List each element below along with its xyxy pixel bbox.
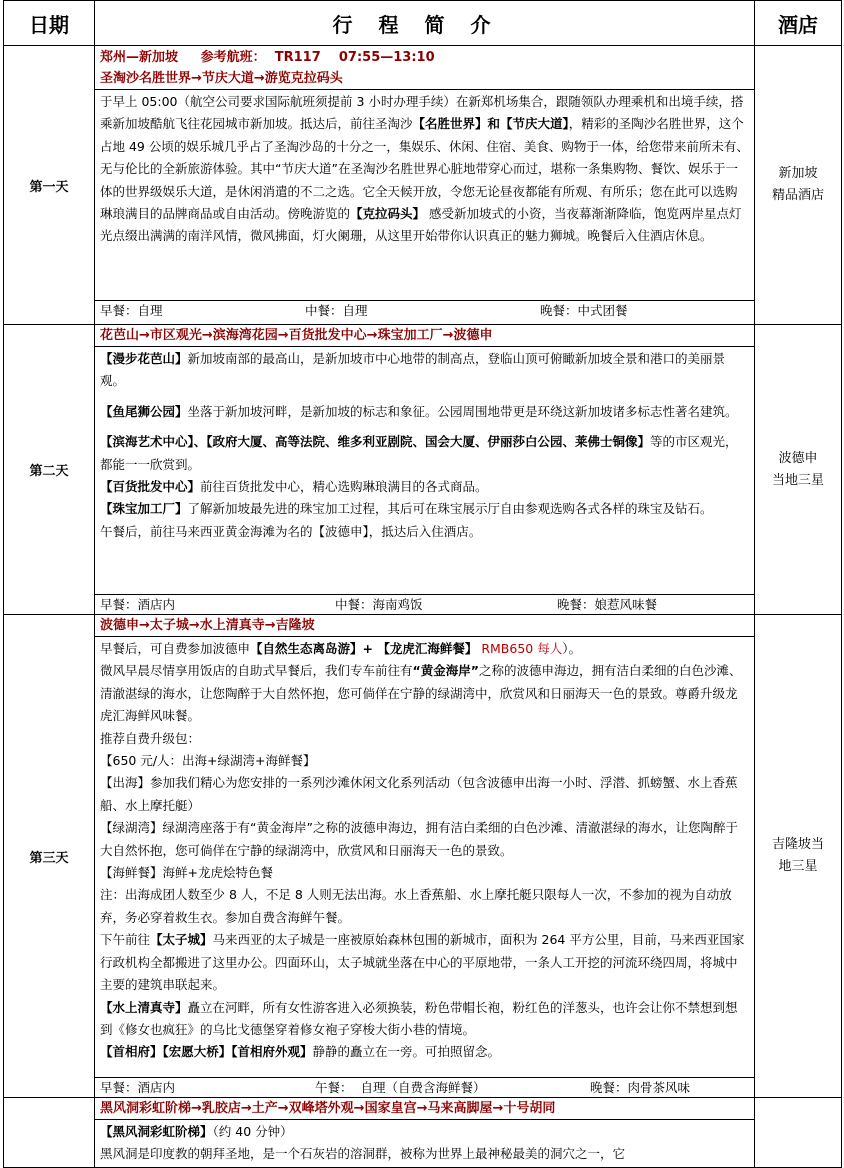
desc-highlight: 【太子城】	[150, 932, 213, 948]
route-line: 花芭山→市区观光→滨海湾花园→百货批发中心→珠宝加工厂→波德申	[95, 325, 754, 347]
meal-breakfast: 早餐：酒店内	[100, 1080, 176, 1095]
hotel-grade: 当地三星	[771, 472, 824, 488]
header-itinerary-text: 行程简介	[332, 12, 517, 37]
day-description	[95, 347, 754, 594]
hotel-grade: 地三星	[778, 859, 818, 874]
day-row	[4, 325, 842, 615]
day-row	[4, 46, 842, 325]
flight-route: 郑州—新加坡	[100, 50, 179, 65]
flight-time: 07:55—13:10	[338, 50, 435, 65]
meals-line	[95, 1077, 754, 1097]
desc-highlight: “黄金海岸”	[412, 663, 479, 679]
desc-text: 之称的波德申海边，拥有洁白柔细的白色沙滩、清澈湛绿的海水，让您陶醉于大自然怀抱，您可倘佯在宁静的绿湖湾中，欣赏风和日丽海天一色的景致。尊爵升级龙虎汇海鲜风味餐。	[100, 663, 742, 724]
hotel-cell	[755, 615, 842, 1098]
desc-text: 【海鲜餐】海鲜+龙虎烩特色餐	[100, 865, 273, 881]
spot-name: 【滨海艺术中心】、【政府大厦、高等法院、维多利亚剧院、国会大厦、伊丽莎白公园、莱佛士铜像】	[100, 434, 651, 450]
hotel-cell	[755, 1098, 842, 1168]
desc-text: ，精彩的圣陶沙名胜世界，这个占地 49 公顷的娱乐城几乎占了圣淘沙岛的十分之一，集娱乐、休闲、住宿、美食、购物于一体，给您带来前所未有、无与伦比的全新旅游体验。其中“节庆大道”在圣淘沙名胜世界心脏地带穿心而过，堪称一条集购物、餐饮、娱乐于一体的世界级娱乐大道，是休闲消遣的不二之选。它全天候开放，令您无论昼夜都能有所观、有所乐；您在此可以选购琳琅满目的品牌商品或自由活动。傍晚游览的	[100, 116, 749, 222]
itinerary-table	[3, 0, 842, 1168]
header-row	[4, 1, 842, 46]
price-text: RMB650 每人	[481, 641, 563, 656]
spot-name: 【黑风洞彩虹阶梯】	[100, 1124, 213, 1139]
desc-text: 早餐后，可自费参加波德申	[100, 641, 251, 656]
desc-text: 静静的矗立在一旁。可拍照留念。	[312, 1044, 501, 1060]
hotel-name: 新加坡	[778, 166, 818, 181]
route-line: 黑风洞彩虹阶梯→乳胶店→土产→双峰塔外观→国家皇宫→马来高脚屋→十号胡同	[95, 1098, 754, 1120]
day-content	[95, 46, 755, 325]
desc-text: 矗立在河畔，所有女性游客进入必须换装，粉色带帽长袍，粉红色的洋葱头，也许会让你不禁想到想到《修女也疯狂》的乌比戈德堡穿着修女袍子穿梭大街小巷的情境。	[100, 999, 738, 1037]
meal-lunch: 中餐：海南鸡饭	[335, 597, 423, 612]
spot-desc: 前往百货批发中心，精心选购琳琅满目的各式商品。	[200, 479, 488, 495]
desc-highlight: 【克拉码头】	[350, 206, 426, 222]
desc-text: ）。	[562, 641, 581, 656]
spot-desc: 新加坡南部的最高山，是新加坡市中心地带的制高点，登临山顶可俯瞰新加坡全景和港口的美丽景观。	[100, 351, 726, 389]
day-content	[95, 615, 755, 1098]
desc-highlight: 【水上清真寺】	[100, 999, 188, 1015]
flight-number: TR117	[274, 50, 321, 65]
day-label	[4, 1098, 95, 1168]
meals-line	[95, 300, 754, 320]
route-line: 波德申→太子城→水上清真寺→吉隆坡	[95, 615, 754, 637]
desc-text: 下午前往	[100, 932, 151, 948]
desc-text: 【出海】参加我们精心为您安排的一系列沙滩休闲文化系列活动（包含波德申出海一小时、浮潜、抓螃蟹、水上香蕉船、水上摩托艇）	[100, 775, 738, 813]
day-label: 第二天	[4, 325, 95, 615]
spot-name: 【鱼尾狮公园】	[100, 403, 188, 419]
day-row	[4, 1098, 842, 1168]
spot-name: 【珠宝加工厂】	[100, 501, 188, 517]
day-content	[95, 325, 755, 615]
day-row	[4, 615, 842, 1098]
meal-lunch: 午餐： 自理（自费含海鲜餐）	[315, 1080, 486, 1095]
desc-text: 注：出海成团人数至少 8 人，不足 8 人则无法出海。水上香蕉船、水上摩托艇只限每人一次，不参加的视为自动放弃，务必穿着救生衣。参加自费含海鲜午餐。	[100, 887, 732, 925]
header-hotel: 酒店	[755, 1, 842, 46]
spot-desc: 坐落于新加坡河畔，是新加坡的标志和象征。公园周围地带更是环绕这新加坡诸多标志性著名建筑。	[187, 403, 738, 419]
spot-desc: 黑风洞是印度教的朝拜圣地，是一个石灰岩的溶洞群，被称为世界上最神秘最美的洞穴之一，它	[100, 1146, 626, 1162]
desc-highlight: 【名胜世界】和【节庆大道】	[412, 116, 569, 132]
flight-line	[95, 46, 754, 69]
hotel-cell	[755, 325, 842, 615]
day-description	[95, 90, 754, 300]
hotel-name: 吉隆坡当	[771, 837, 824, 852]
hotel-grade: 精品酒店	[771, 188, 824, 203]
desc-highlight: 【首相府】【宏愿大桥】【首相府外观】	[100, 1044, 313, 1060]
spot-name: 【漫步花芭山】	[100, 351, 188, 366]
day-description	[95, 637, 754, 1077]
meal-lunch: 中餐：自理	[305, 303, 368, 318]
hotel-cell	[755, 46, 842, 325]
meal-dinner: 晚餐：肉骨茶风味	[590, 1080, 691, 1095]
day-label: 第三天	[4, 615, 95, 1098]
meal-dinner: 晚餐：娘惹风味餐	[557, 597, 658, 612]
hotel-name: 波德申	[778, 450, 818, 466]
desc-text: 【绿湖湾】绿湖湾座落于有“黄金海岸”之称的波德申海边，拥有洁白柔细的白色沙滩、清澈湛绿的海水，让您陶醉于大自然怀抱，您可倘佯在宁静的绿湖湾中，欣赏风和日丽海天一色的景致。	[100, 820, 738, 858]
desc-text: 感受新加坡式的小资，当夜幕渐渐降临，饱览两岸星点灯光点缀出满满的南洋风情，微风拂面，灯火阑珊，从这里开始带你认识真正的魅力狮城。晚餐后入住酒店休息。	[100, 206, 742, 244]
header-itinerary	[95, 1, 755, 46]
day-label: 第一天	[4, 46, 95, 325]
desc-text: 微风早晨尽情享用饭店的自助式早餐后，我们专车前往有	[100, 663, 413, 679]
desc-text: 于早上 05:00（航空公司要求国际航班须提前 3 小时办理手续）在新郑机场集合，跟随领队办理乘机和出境手续，搭乘新加坡酷航飞往花园城市新加坡。抵达后，前往圣淘沙	[100, 94, 744, 132]
meal-breakfast: 早餐：酒店内	[100, 597, 176, 612]
spot-desc: （约 40 分钟）	[212, 1124, 293, 1139]
spot-name: 【百货批发中心】	[100, 479, 201, 495]
header-date: 日期	[4, 1, 95, 46]
meal-breakfast: 早餐：自理	[100, 303, 163, 318]
route-line: 圣淘沙名胜世界→节庆大道→游览克拉码头	[95, 69, 754, 90]
desc-text: 推荐自费升级包：	[100, 730, 201, 746]
desc-text: 马来西亚的太子城是一座被原始森林包围的新城市，面积为 264 平方公里，目前，马来西亚国家行政机构全都搬进了这里办公。四面环山，太子城就坐落在中心的平原地带，一条人工开挖的河流环绕四周，将城中主要的建筑串联起来。	[100, 932, 745, 993]
desc-highlight: 【自然生态离岛游】+ 【龙虎汇海鲜餐】	[250, 641, 478, 656]
spot-desc: 等的市区观光，都能一一欣赏到。	[100, 434, 738, 472]
spot-desc: 了解新加坡最先进的珠宝加工过程，其后可在珠宝展示厅自由参观选购各式各样的珠宝及钻石。	[187, 501, 713, 517]
meal-dinner: 晚餐：中式团餐	[540, 303, 628, 318]
flight-ref: 参考航班：	[200, 50, 266, 65]
spot-desc: 午餐后，前往马来西亚黄金海滩为名的【波德申】，抵达后入住酒店。	[100, 523, 482, 539]
day-description	[95, 1120, 754, 1167]
desc-text: 【650 元/人：出海+绿湖湾+海鲜餐】	[100, 753, 316, 769]
meals-line	[95, 594, 754, 614]
day-content	[95, 1098, 755, 1168]
